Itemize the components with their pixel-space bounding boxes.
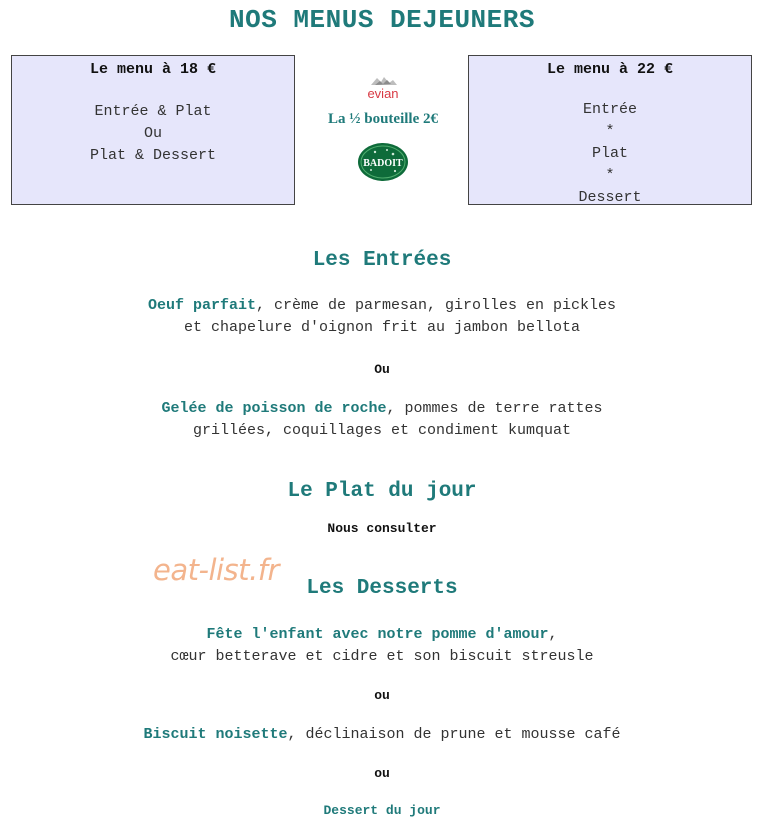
desserts-separator-2: ou [374,766,390,781]
entrees-title: Les Entrées [312,249,452,272]
dessert-item-1 [0,624,764,668]
entree-2-name: Gelée de poisson de roche [161,400,387,417]
plat-title-wrap [0,480,764,503]
menu-22-box [468,55,752,205]
dessert-1-name: Fête l'enfant avec notre pomme d'amour [206,626,549,643]
dessert-3-name: Dessert du jour [323,803,441,818]
entree-1-desc: , crème de parmesan, girolles en pickles [255,297,617,314]
menu-18-line: Plat & Dessert [89,147,217,164]
evian-logo-icon [353,75,413,101]
dessert-1-desc-2: cœur betterave et cidre et son biscuit streusle [170,648,594,665]
menu-18-title: Le menu à 18 € [89,61,217,78]
menu-22-line: * [605,167,615,184]
menu-18-box [11,55,295,205]
entree-item-1 [0,295,764,339]
desserts-title-wrap [0,577,764,600]
menu-22-title: Le menu à 22 € [546,61,674,78]
entree-2-desc: , pommes de terre rattes [386,400,603,417]
menu-22-line: Plat [591,145,628,162]
entree-item-2 [0,398,764,442]
page-title: NOS MENUS DEJEUNERS [229,5,535,35]
badoit-logo-icon [357,142,409,182]
plat-title: Le Plat du jour [287,480,477,503]
evian-label: evian [367,86,399,101]
desserts-separator-1: ou [374,688,390,703]
water-offer [300,75,466,182]
menu-22-line: Entrée [582,101,637,118]
dessert-2-desc: , déclinaison de prune et mousse café [287,726,621,743]
menu-22-line: * [605,123,615,140]
entrees-separator: Ou [374,362,390,377]
menu-22-lines [469,99,751,209]
dessert-item-2 [0,724,764,746]
dessert-item-3 [0,800,764,822]
plat-note: Nous consulter [327,521,437,536]
bottle-price: La ½ bouteille 2€ [327,111,438,127]
entree-1-name: Oeuf parfait [147,297,256,314]
entree-2-desc-2: grillées, coquillages et condiment kumquat [192,422,572,439]
menu-18-line: Entrée & Plat [94,103,212,120]
menu-18-line: Ou [143,125,162,142]
dessert-1-desc: , [548,626,558,643]
menu-18-lines [12,101,294,167]
dessert-2-name: Biscuit noisette [143,726,288,743]
entrees-title-wrap [0,249,764,272]
entree-1-desc-2: et chapelure d'oignon frit au jambon bellota [183,319,581,336]
watermark: eat-list.fr [153,553,279,587]
desserts-title: Les Desserts [306,577,458,600]
menu-22-line: Dessert [578,189,642,206]
badoit-label: BADOIT [363,158,403,169]
